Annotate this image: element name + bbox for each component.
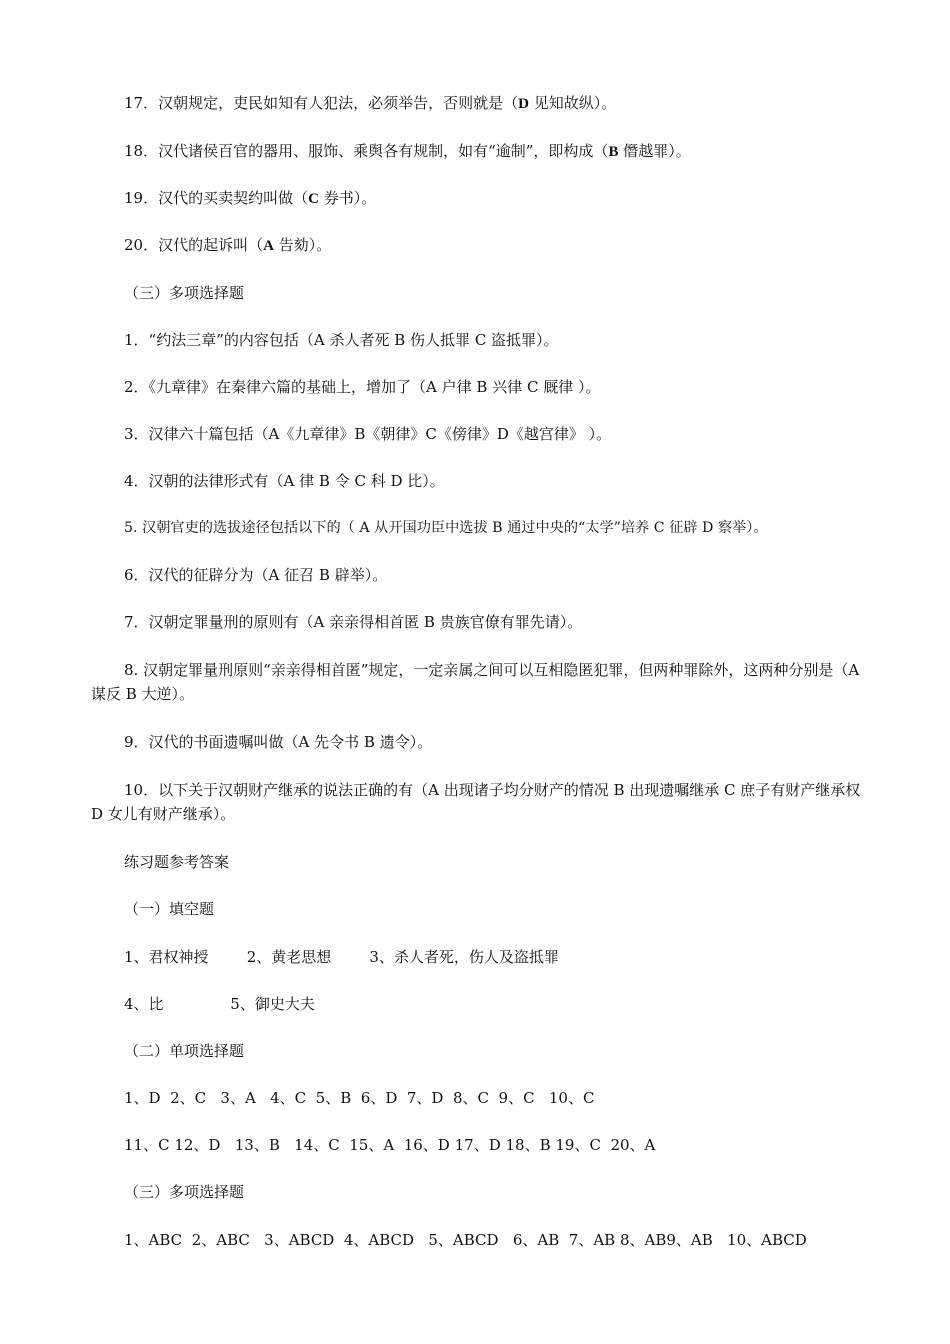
- question-20: 20．汉代的起诉叫（A 告劾）。: [124, 236, 332, 254]
- multi-question-2: 2．《九章律》在秦律六篇的基础上，增加了（A 户律 B 兴律 C 厩律 ）。: [124, 378, 601, 396]
- fill-answers-line-2: 4、比 5、御史大夫: [124, 995, 315, 1013]
- section-heading-multi-answers: （三）多项选择题: [124, 1183, 245, 1201]
- single-answers-line-2: 11、C 12、D 13、B 14、C 15、A 16、D 17、D 18、B 19、C 20、A: [124, 1136, 656, 1154]
- multi-answers-line: 1、ABC 2、ABC 3、ABCD 4、ABCD 5、ABCD 6、AB 7、AB 8、AB9、AB 10、ABCD: [124, 1231, 807, 1249]
- multi-question-10: 10．以下关于汉朝财产继承的说法正确的有（A 出现诸子均分财产的情况 B 出现遗嘱继承 C 庶子有财产继承权 D 女儿有财产继承）。: [91, 781, 861, 823]
- answers-title: 练习题参考答案: [124, 853, 230, 871]
- multi-question-5: 5. 汉朝官吏的选拔途径包括以下的（ A 从开国功臣中选拔 B 通过中央的“太学”培养 C 征辟 D 察举）。: [124, 520, 768, 536]
- multi-question-4: 4．汉朝的法律形式有（A 律 B 令 C 科 D 比）。: [124, 472, 445, 490]
- multi-question-6: 6．汉代的征辟分为（A 征召 B 辟举）。: [124, 566, 388, 584]
- multi-question-9: 9．汉代的书面遗嘱叫做（A 先令书 B 遗令）。: [124, 733, 433, 751]
- section-heading-multi: （三）多项选择题: [124, 284, 245, 302]
- multi-question-3: 3．汉律六十篇包括（A《九章律》B《朝律》C《傍律》D《越宫律》 ）。: [124, 425, 612, 443]
- section-heading-fill: （一）填空题: [124, 900, 215, 918]
- multi-question-7: 7．汉朝定罪量刑的原则有（A 亲亲得相首匿 B 贵族官僚有罪先请）。: [124, 613, 583, 631]
- fill-answers-line-1: 1、君权神授 2、黄老思想 3、杀人者死，伤人及盗抵罪: [124, 948, 559, 966]
- question-17: 17．汉朝规定，吏民如知有人犯法，必须举告，否则就是（D 见知故纵）。: [124, 94, 617, 112]
- single-answers-line-1: 1、D 2、C 3、A 4、C 5、B 6、D 7、D 8、C 9、C 10、C: [124, 1089, 595, 1107]
- question-18: 18．汉代诸侯百官的器用、服饰、乘舆各有规制，如有“逾制”，即构成（B 僭越罪）。: [124, 142, 691, 160]
- question-19: 19．汉代的买卖契约叫做（C 券书）。: [124, 189, 377, 207]
- section-heading-single: （二）单项选择题: [124, 1042, 245, 1060]
- multi-question-1: 1．“约法三章”的内容包括（A 杀人者死 B 伤人抵罪 C 盗抵罪）。: [124, 331, 559, 349]
- multi-question-8: 8. 汉朝定罪量刑原则“亲亲得相首匿”规定，一定亲属之间可以互相隐匿犯罪，但两种罪除外，这两种分别是（A 谋反 B 大逆）。: [91, 661, 860, 703]
